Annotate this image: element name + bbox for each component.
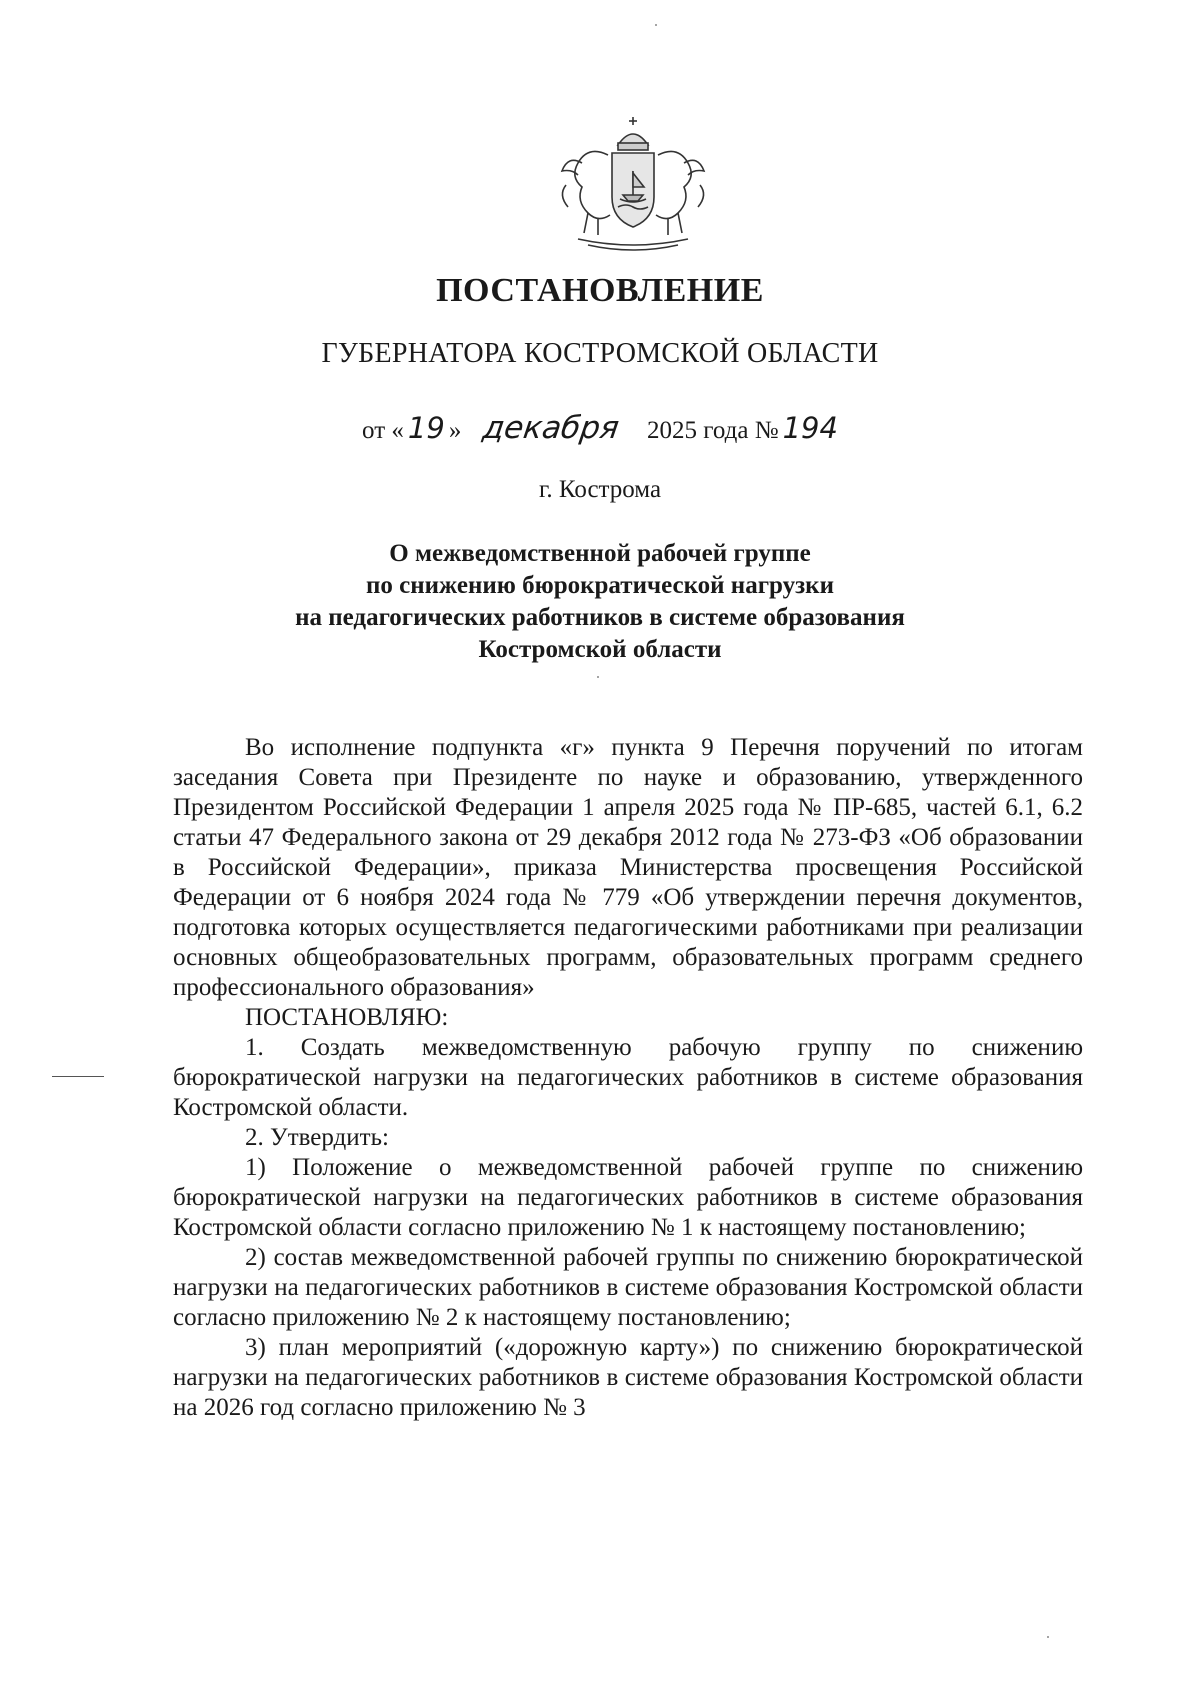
decree-word: ПОСТАНОВЛЯЮ:	[245, 1004, 449, 1031]
scan-speck	[597, 676, 599, 678]
handwritten-month: декабря	[480, 410, 622, 446]
subject-line: О межведомственной рабочей группе	[389, 540, 811, 567]
preamble-paragraph: Во исполнение подпункта «г» пункта 9 Перечня поручений по итогам заседания Совета при Президенте по науке и образованию, утвержденного Президентом Российской Федерации 1 апреля 2025 года № ПР-685, частей 6.1, 6.2 статьи 47 Федерального закона от 29 декабря 2012 года № 273-ФЗ «Об образовании в Российской Федерации», приказа Министерства просвещения Российской Федерации от 6 ноября 2024 года № 779 «Об утверждении перечня документов, подготовка которых осуществляется педагогическими работниками при реализации основных общеобразовательных программ, образовательных программ среднего профессионального образования»	[173, 734, 1083, 1001]
handwritten-day: 19	[407, 411, 445, 445]
city-line: г. Кострома	[538, 476, 662, 503]
scan-speck	[1047, 1636, 1049, 1638]
subject-line: Костромской области	[478, 636, 722, 663]
date-prefix: от «	[362, 417, 404, 444]
subject-line: по снижению бюрократической нагрузки	[366, 572, 834, 599]
margin-fold-mark	[52, 1076, 104, 1077]
document-subject	[0, 538, 1200, 666]
date-mid: »	[448, 417, 462, 444]
item-2-paragraph: 2. Утвердить:	[245, 1124, 389, 1151]
date-number-line	[0, 410, 1200, 446]
subitem-3-paragraph: 3) план мероприятий («дорожную карту») по снижению бюрократической нагрузки на педагогических работников в системе образования Костромской области на 2026 год согласно приложению № 3	[173, 1334, 1083, 1421]
subitem-2-paragraph: 2) состав межведомственной рабочей группы по снижению бюрократической нагрузки на педагогических работников в системе образования Костромской области согласно приложению № 2 к настоящему постановлению;	[173, 1244, 1083, 1331]
document-title: ПОСТАНОВЛЕНИЕ	[436, 272, 764, 309]
item-1-paragraph: 1. Создать межведомственную рабочую группу по снижению бюрократической нагрузки на педагогических работников в системе образования Костромской области.	[173, 1034, 1083, 1121]
year-and-number-label: 2025 года №	[646, 417, 779, 444]
handwritten-number: 194	[782, 411, 838, 445]
subitem-1-paragraph: 1) Положение о межведомственной рабочей группе по снижению бюрократической нагрузки на педагогических работников в системе образования Костромской области согласно приложению № 1 к настоящему постановлению;	[173, 1154, 1083, 1241]
document-body	[173, 733, 1083, 1423]
coat-of-arms-emblem	[548, 115, 718, 255]
scan-speck	[655, 24, 657, 26]
issuer-line: ГУБЕРНАТОРА КОСТРОМСКОЙ ОБЛАСТИ	[321, 338, 879, 369]
subject-line: на педагогических работников в системе образования	[295, 604, 905, 631]
